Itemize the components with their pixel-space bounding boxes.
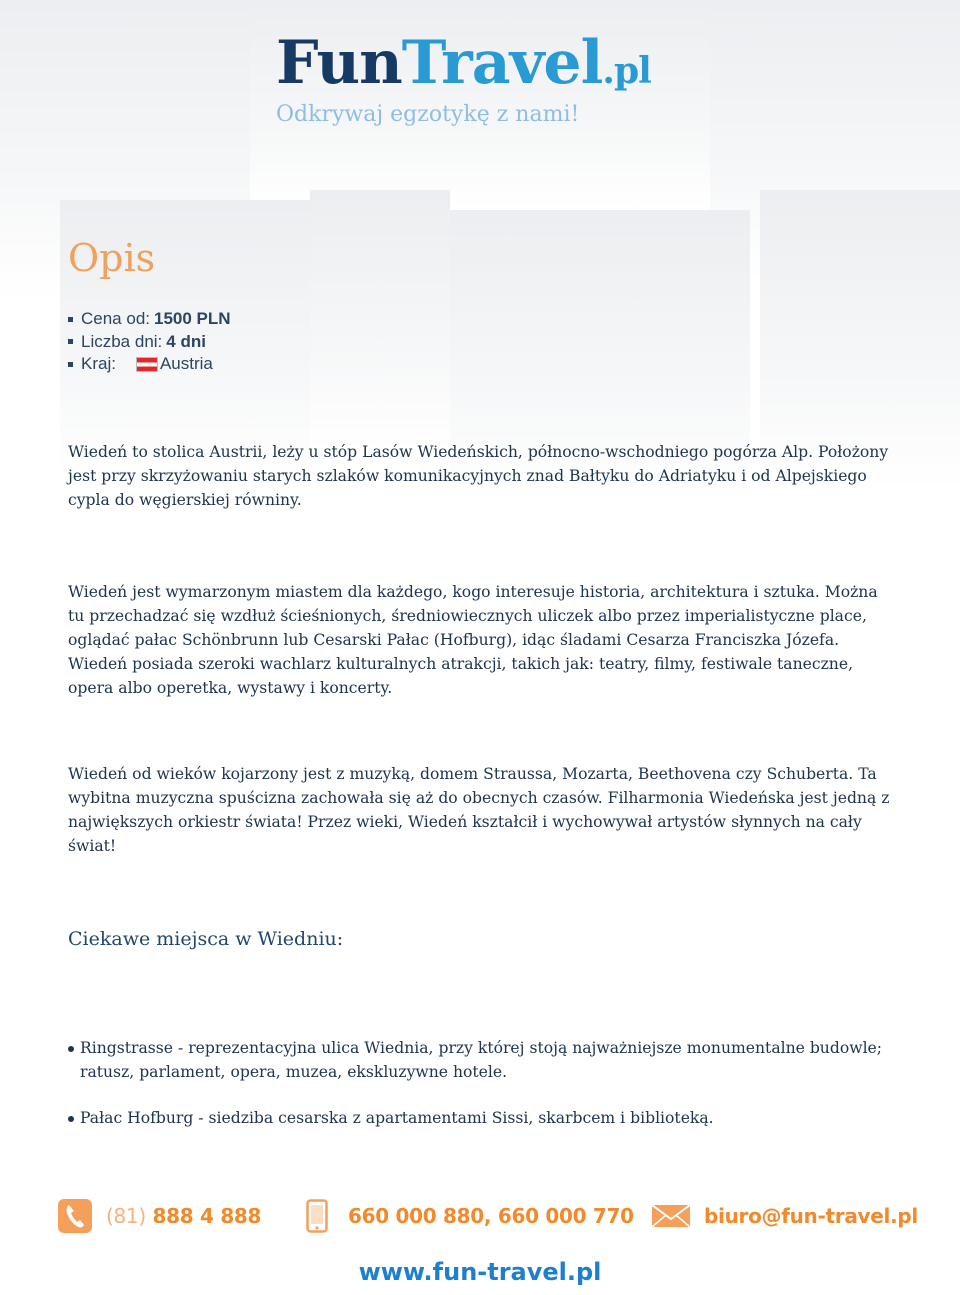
country-label: Kraj: [81,354,116,373]
website-link[interactable]: www.fun-travel.pl [358,1258,602,1286]
place-text: Ringstrasse - reprezentacyjna ulica Wiednia, przy której stoją najważniejsze monumentalne budowle; ratusz, parlament, opera, muzea, ekskluzywne hotele. [80,1039,883,1081]
bullet-square [68,317,73,322]
tagline: Odkrywaj egzotykę z nami! [276,102,580,127]
fact-days [68,331,231,354]
trip-facts [68,308,231,376]
days-label: Liczba dni: [81,331,163,351]
bullet-square [68,362,73,367]
phone-text [106,1204,261,1228]
phone-icon [58,1199,92,1233]
contact-phone[interactable] [58,1196,261,1236]
list-item [68,1106,898,1130]
bullet-dot [68,1046,74,1052]
place-text: Pałac Hofburg - siedziba cesarska z apartamentami Sissi, skarbcem i biblioteką. [80,1109,714,1127]
phone-number: 888 4 888 [152,1204,262,1228]
email-address: biuro@fun-travel.pl [704,1204,918,1228]
logo-wordmark [276,28,696,106]
days-value: 4 dni [166,331,206,351]
list-item [68,1036,898,1084]
paragraph-music: Wiedeń od wieków kojarzony jest z muzyką, domem Straussa, Mozarta, Beethovena czy Schuberta. Ta wybitna muzyczna spuścizna zachowała się aż do obecnych czasów. Filharmonia Wiedeńska jest jedną z największych orkiestr świata! Przez wieki, Wiedeń kształcił i wychowywał artystów słynnych na cały świat! [68,765,890,855]
logo-travel: Travel [401,28,603,98]
fact-price [68,308,231,331]
mobile-numbers: 660 000 880, 660 000 770 [348,1204,634,1228]
places-heading: Ciekawe miejsca w Wiedniu: [68,928,344,950]
paragraph-culture: Wiedeń jest wymarzonym miastem dla każdego, kogo interesuje historia, architektura i sztuka. Można tu przechadzać się wzdłuż ścieśnionych, średniowiecznych uliczek albo przez imperialistyczne place, oglądać pałac Schönbrunn lub Cesarski Pałac (Hofburg), idąc śladami Cesarza Franciszka Józefa. Wiedeń posiada szeroki wachlarz kulturalnych atrakcji, takich jak: teatry, filmy, festiwale taneczne, opera albo operetka, wystawy i koncerty. [68,583,878,697]
logo-pl: .pl [602,50,651,92]
section-heading: Opis [68,236,156,280]
austria-flag-icon [136,357,158,372]
country-value: Austria [159,354,213,373]
contact-email[interactable] [652,1196,918,1236]
bullet-dot [68,1116,74,1122]
price-label: Cena od: [81,309,150,328]
places-list [68,1036,898,1152]
fact-country [68,353,231,376]
envelope-icon [652,1199,690,1233]
phone-prefix: (81) [106,1204,146,1228]
logo-fun: Fun [276,28,402,98]
bullet-square [68,339,73,344]
logo [276,28,696,127]
mobile-icon [300,1199,334,1233]
paragraph-intro: Wiedeń to stolica Austrii, leży u stóp Lasów Wiedeńskich, północno-wschodniego pogórza Alp. Położony jest przy skrzyżowaniu starych szlaków komunikacyjnych znad Bałtyku do Adriatyku i od Alpejskiego cypla do węgierskiej równiny. [68,443,889,509]
contact-mobile[interactable] [300,1196,634,1236]
price-value: 1500 PLN [154,309,231,328]
